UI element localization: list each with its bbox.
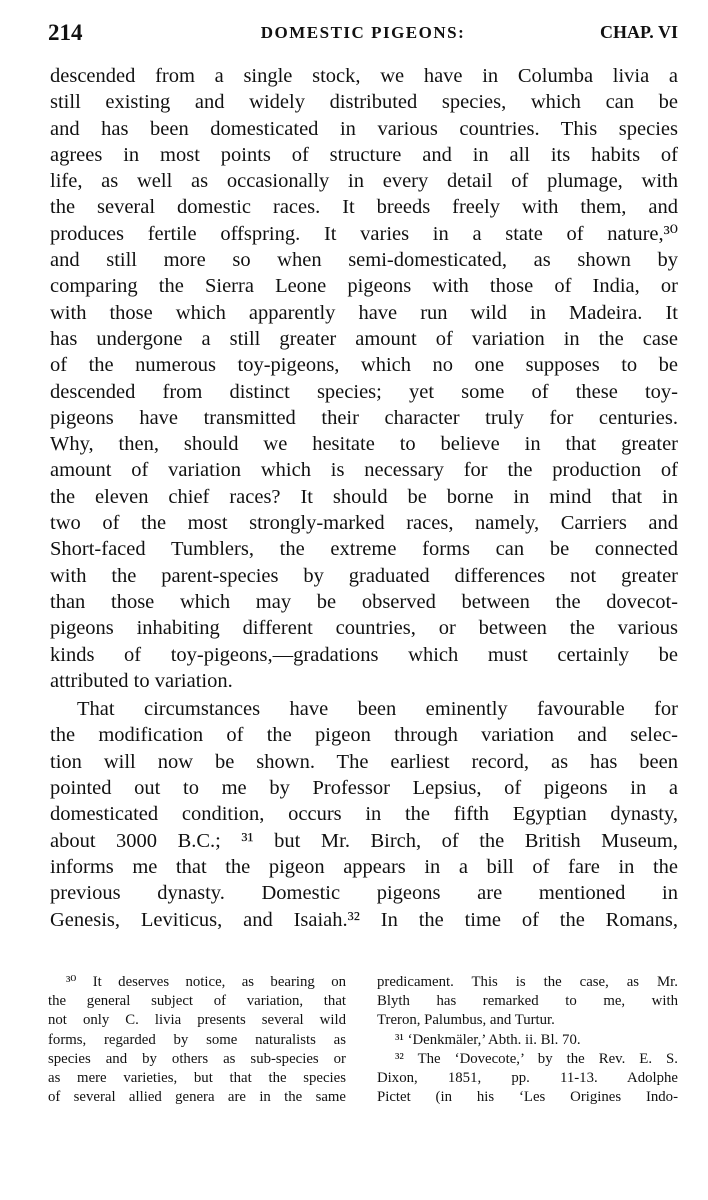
footnote-line: ³² The ‘Dovecote,’ by the Rev. E. S. xyxy=(395,1050,678,1067)
text-line: of the numerous toy-pigeons, which no one supposes to be xyxy=(50,354,678,377)
text-line: has undergone a still greater amount of variation in the case xyxy=(50,327,678,350)
text-line: and still more so when semi-domesticated, as shown by xyxy=(50,249,678,272)
text-line: the several domestic races. It breeds freely with them, and xyxy=(50,196,678,219)
footnote-line: as mere varieties, but that the species xyxy=(48,1069,346,1086)
footnote-column-right xyxy=(377,973,678,1107)
text-line: than those which may be observed between the dovecot- xyxy=(50,590,678,613)
text-line: descended from distinct species; yet some of these toy- xyxy=(50,380,678,403)
text-line: Genesis, Leviticus, and Isaiah.³² In the time of the Romans, xyxy=(50,908,678,931)
body-text xyxy=(50,63,678,933)
text-line: agrees in most points of structure and in all its habits of xyxy=(50,143,678,166)
text-line: comparing the Sierra Leone pigeons with those of India, or xyxy=(50,275,678,298)
footnote-line: Pictet (in his ‘Les Origines Indo- xyxy=(377,1089,678,1106)
text-line: pointed out to me by Professor Lepsius, of pigeons in a xyxy=(50,777,678,800)
text-line: life, as well as occasionally in every detail of plumage, with xyxy=(50,170,678,193)
text-line: kinds of toy-pigeons,—gradations which must certainly be xyxy=(50,643,678,666)
footnote-line: forms, regarded by some naturalists as xyxy=(48,1031,346,1048)
footnote-column-left xyxy=(48,973,346,1107)
running-title: DOMESTIC PIGEONS: xyxy=(260,23,466,42)
text-line: produces fertile offspring. It varies in a state of nature,³⁰ xyxy=(50,222,678,245)
text-line: the modification of the pigeon through variation and selec- xyxy=(50,724,678,747)
footnotes xyxy=(48,973,678,1173)
footnote-line: ³⁰ It deserves notice, as bearing on xyxy=(66,974,346,990)
footnote-line: species and by others as sub-species or xyxy=(48,1050,346,1067)
text-line: descended from a single stock, we have in Columba livia a xyxy=(50,65,678,87)
text-line: Why, then, should we hesitate to believe in that greater xyxy=(50,433,678,456)
text-line: still existing and widely distributed species, which can be xyxy=(50,91,678,114)
text-line: the eleven chief races? It should be borne in mind that in xyxy=(50,485,678,508)
text-line: tion will now be shown. The earliest record, as has been xyxy=(50,750,678,773)
footnote-line: predicament. This is the case, as Mr. xyxy=(377,974,678,990)
footnote-line: ³¹ ‘Denkmäler,’ Abth. ii. Bl. 70. xyxy=(395,1031,581,1048)
text-line: attributed to variation. xyxy=(50,669,233,692)
text-line: pigeons have transmitted their character truly for centuries. xyxy=(50,406,678,429)
text-line: about 3000 B.C.; ³¹ but Mr. Birch, of the British Museum, xyxy=(50,829,678,852)
text-line: previous dynasty. Domestic pigeons are mentioned in xyxy=(50,882,678,905)
text-line: with those which apparently have run wild in Madeira. It xyxy=(50,301,678,324)
text-line: two of the most strongly-marked races, namely, Carriers and xyxy=(50,512,678,535)
text-line: That circumstances have been eminently favourable for xyxy=(77,698,678,721)
page-header xyxy=(48,20,678,46)
text-line: with the parent-species by graduated differences not greater xyxy=(50,564,678,587)
text-line: informs me that the pigeon appears in a bill of fare in the xyxy=(50,855,678,878)
text-line: amount of variation which is necessary for the production of xyxy=(50,459,678,482)
text-line: Short-faced Tumblers, the extreme forms can be connected xyxy=(50,538,678,561)
text-line: and has been domesticated in various countries. This species xyxy=(50,117,678,140)
footnote-line: not only C. livia presents several wild xyxy=(48,1012,346,1029)
footnote-line: Dixon, 1851, pp. 11-13. Adolphe xyxy=(377,1069,678,1086)
text-line: domesticated condition, occurs in the fifth Egyptian dynasty, xyxy=(50,803,678,826)
footnote-line: the general subject of variation, that xyxy=(48,993,346,1010)
text-line: pigeons inhabiting different countries, or between the various xyxy=(50,617,678,640)
footnote-line: of several allied genera are in the same xyxy=(48,1089,346,1106)
footnote-line: Treron, Palumbus, and Turtur. xyxy=(377,1012,555,1029)
footnote-line: Blyth has remarked to me, with xyxy=(377,993,678,1010)
chapter-label: CHAP. VI xyxy=(599,22,678,42)
page-number: 214 xyxy=(48,20,83,45)
